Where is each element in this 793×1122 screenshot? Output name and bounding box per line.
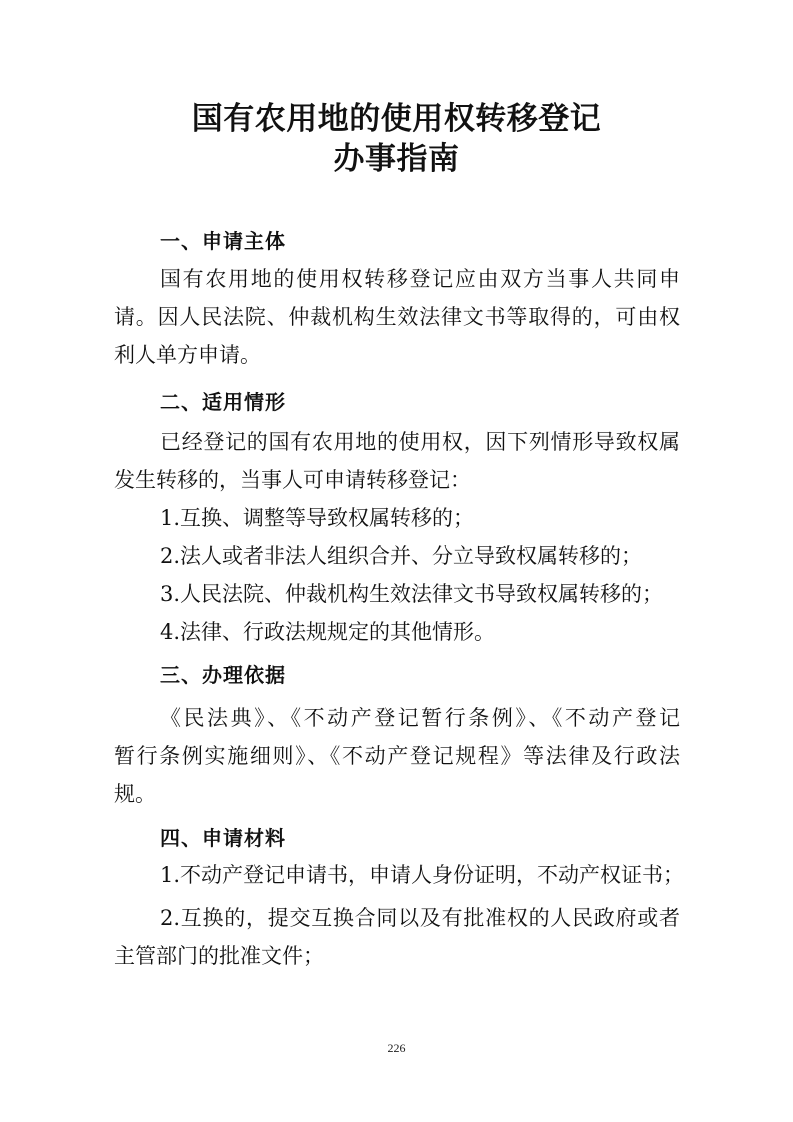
paragraph-line: 主管部门的批准文件； [114,944,324,968]
section-heading-materials: 四、申请材料 [160,826,286,850]
page-number: 226 [387,1041,406,1055]
document-title-line2: 办事指南 [333,141,460,177]
paragraph-line: 1.不动产登记申请书，申请人身份证明，不动产权证书； [160,863,685,887]
paragraph-line: 2.互换的，提交互换合同以及有批准权的人民政府或者 [160,906,680,930]
section-heading-applicant: 一、申请主体 [160,229,286,253]
paragraph-line: 发生转移的，当事人可申请转移登记： [114,468,471,492]
paragraph-line: 国有农用地的使用权转移登记应由双方当事人共同申 [160,267,680,291]
paragraph-line: 已经登记的国有农用地的使用权，因下列情形导致权属 [160,430,680,454]
document-title-line1: 国有农用地的使用权转移登记 [191,101,602,137]
list-item: 2.法人或者非法人组织合并、分立导致权属转移的； [160,544,643,568]
paragraph-line: 规。 [114,782,156,806]
list-item: 4.法律、行政法规规定的其他情形。 [160,620,496,644]
paragraph-line: 《民法典》、《不动产登记暂行条例》、《不动产登记 [160,706,680,730]
list-item: 1.互换、调整等导致权属转移的； [160,506,475,530]
section-heading-legal-basis: 三、办理依据 [160,663,286,687]
list-item: 3.人民法院、仲裁机构生效法律文书导致权属转移的； [160,582,664,606]
paragraph-line: 请。因人民法院、仲裁机构生效法律文书等取得的，可由权 [114,305,680,329]
paragraph-line: 暂行条例实施细则》、《不动产登记规程》等法律及行政法 [114,744,680,768]
section-heading-applicable-cases: 二、适用情形 [160,390,286,414]
paragraph-line: 利人单方申请。 [114,343,261,367]
